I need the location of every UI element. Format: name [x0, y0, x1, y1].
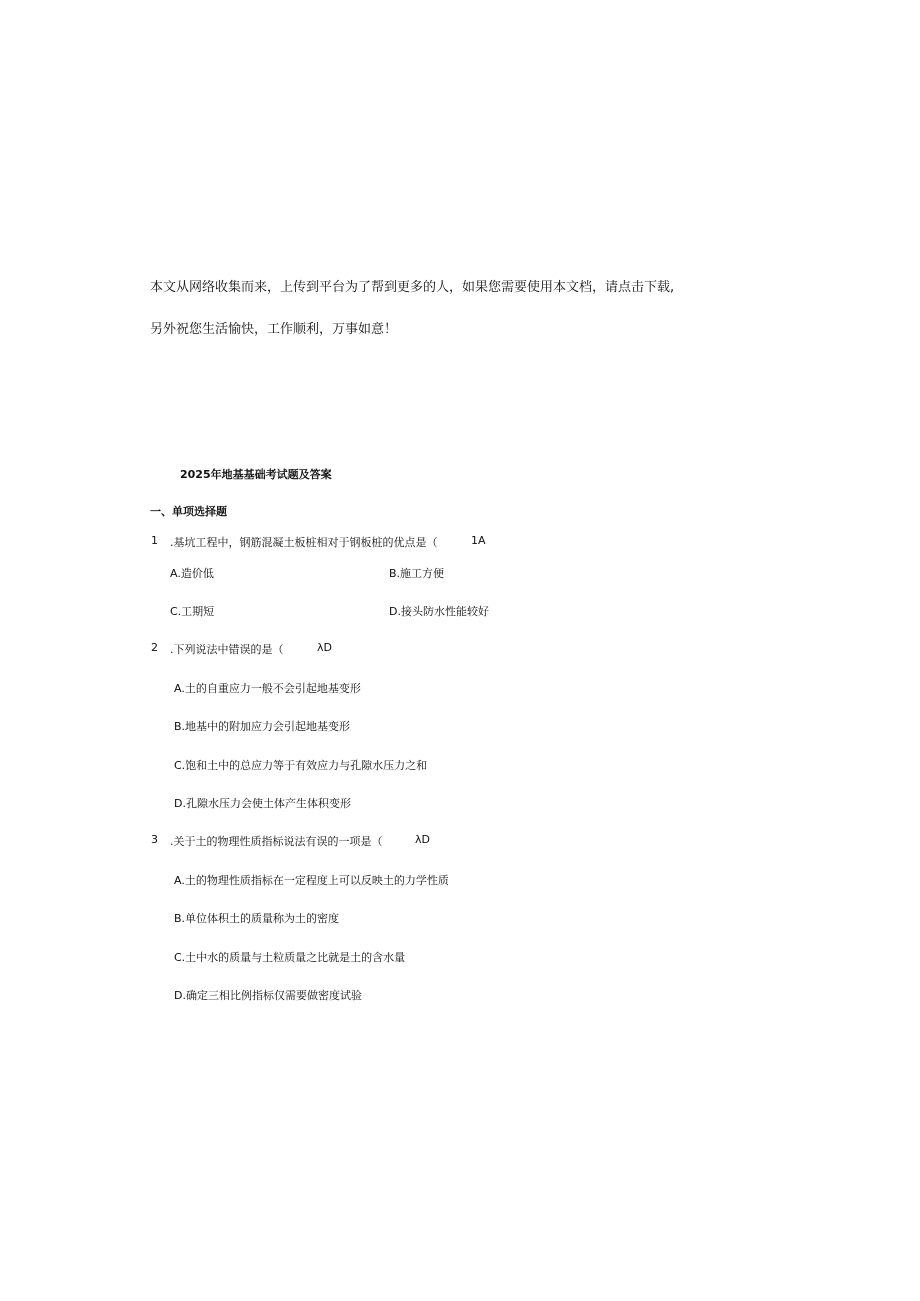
question-number: 2: [151, 641, 158, 654]
option-d: D.确定三相比例指标仅需要做密度试验: [174, 989, 362, 1002]
option-a: A.造价低: [170, 567, 214, 580]
question-answer: 1A: [471, 534, 486, 547]
option-d: D.接头防水性能较好: [389, 605, 489, 618]
option-b: B.单位体积土的质量称为土的密度: [174, 912, 340, 925]
option-c: C.工期短: [170, 605, 215, 618]
question-text: .下列说法中错误的是（: [170, 643, 284, 656]
document-title: 2025年地基基础考试题及答案: [180, 468, 332, 481]
option-b: B.施工方便: [389, 567, 445, 580]
question-text: .关于土的物理性质指标说法有误的一项是（: [170, 835, 383, 848]
option-c: C.土中水的质量与土粒质量之比就是土的含水量: [174, 951, 406, 964]
question-answer: λD: [317, 641, 332, 654]
question-number: 1: [151, 534, 158, 547]
option-a: A.土的物理性质指标在一定程度上可以反映土的力学性质: [174, 874, 449, 887]
question-number: 3: [151, 833, 158, 846]
option-d: D.孔隙水压力会使土体产生体积变形: [174, 797, 351, 810]
section-heading: 一、单项选择题: [150, 505, 227, 518]
option-a: A.土的自重应力一般不会引起地基变形: [174, 682, 361, 695]
option-b: B.地基中的附加应力会引起地基变形: [174, 720, 351, 733]
intro-line-1: 本文从网络收集而来，上传到平台为了帮到更多的人，如果您需要使用本文档，请点击下载,: [150, 280, 675, 295]
intro-line-2: 另外祝您生活愉快，工作顺利，万事如意！: [150, 322, 398, 337]
option-c: C.饱和土中的总应力等于有效应力与孔隙水压力之和: [174, 759, 428, 772]
question-answer: λD: [415, 833, 430, 846]
question-text: .基坑工程中，钢筋混凝土板桩相对于钢板桩的优点是（: [170, 536, 438, 549]
